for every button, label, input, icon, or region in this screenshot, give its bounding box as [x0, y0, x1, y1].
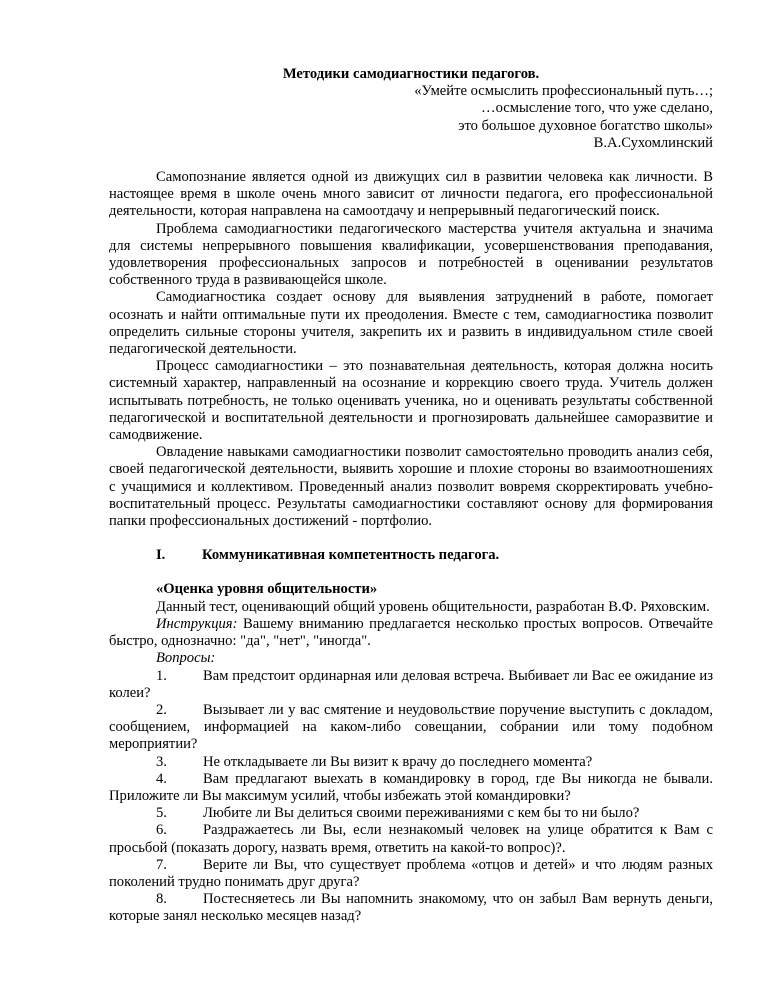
epigraph-author: В.А.Сухомлинский: [593, 134, 713, 151]
page-title: Методики самодиагностики педагогов.: [282, 66, 540, 82]
question-text: Вызывает ли у вас смятение и неудовольствие поручение выступить с докладом, сообщением, информацией на каком-либо совещании, собрании или тому подобном мероприятии?: [109, 701, 713, 753]
instruction-text: Вашему вниманию предлагается несколько простых вопросов. Отвечайте быстро, однозначно: "да", "нет", "иногда".: [109, 615, 713, 650]
question-item: [109, 754, 713, 771]
epigraph-line: «Умейте осмыслить профессиональный путь…;: [414, 83, 713, 100]
epigraph-line: это большое духовное богатство школы»: [458, 117, 713, 134]
epigraph: [109, 83, 713, 152]
body-paragraph: Самопознание является одной из движущих сил в развитии человека как личности. В настоящее время в школе очень много зависит от личности педагога, его профессиональной деятельности, которая направлена на самоотдачу и непрерывный педагогический поиск.: [109, 169, 713, 220]
test-title: «Оценка уровня общительности»: [156, 581, 378, 598]
questions-label: Вопросы:: [156, 650, 216, 667]
question-item: [109, 891, 713, 925]
question-item: [109, 702, 713, 754]
test-intro: Данный тест, оценивающий общий уровень общительности, разработан В.Ф. Ряховским.: [156, 598, 710, 615]
question-item: [109, 668, 713, 702]
question-text: Не откладываете ли Вы визит к врачу до последнего момента?: [203, 753, 593, 770]
question-text: Любите ли Вы делиться своими переживаниями с кем бы то ни было?: [203, 805, 640, 822]
question-number: 2.: [156, 701, 167, 718]
section-title: Коммуникативная компетентность педагога.: [202, 547, 500, 564]
question-item: [109, 771, 713, 805]
document-page: [109, 66, 713, 926]
question-number: 8.: [156, 891, 167, 908]
question-text: Верите ли Вы, что существует проблема «отцов и детей» и что людям разных поколений трудно понимать друг друга?: [109, 856, 713, 890]
question-item: [109, 857, 713, 891]
question-number: 4.: [156, 770, 167, 787]
question-number: 7.: [156, 856, 167, 873]
instruction-paragraph: [109, 616, 713, 650]
question-text: Вам предлагают выехать в командировку в город, где Вы никогда не бывали. Приложите ли Вы максимум усилий, чтобы избежать этой командировки?: [109, 770, 713, 804]
question-text: Постесняетесь ли Вы напомнить знакомому, что он забыл Вам вернуть деньги, которые занял несколько месяцев назад?: [109, 891, 713, 925]
instruction-label: Инструкция:: [156, 615, 238, 632]
section-heading: [109, 547, 713, 564]
question-text: Вам предстоит ординарная или деловая встреча. Выбивает ли Вас ее ожидание из колеи?: [109, 667, 713, 701]
body-paragraph: Овладение навыками самодиагностики позволит самостоятельно проводить анализ себя, своей педагогической деятельности, выявить хорошие и плохие стороны во взаимоотношениях с учащимися и коллективом. Проведенный анализ позволит вовремя скорректировать учебно-воспитательный процесс. Результаты самодиагностики составляют основу для формирования папки профессиональных достижений - портфолио.: [109, 444, 713, 530]
section-number: I.: [156, 547, 166, 564]
question-number: 6.: [156, 822, 167, 839]
body-paragraph: Самодиагностика создает основу для выявления затруднений в работе, помогает осознать и найти оптимальные пути их преодоления. Вместе с тем, самодиагностика позволит определить сильные стороны учителя, закрепить их и развить в индивидуальном стиле своей педагогической деятельности.: [109, 289, 713, 358]
questions-list: [109, 668, 713, 926]
question-number: 3.: [156, 753, 167, 770]
body-paragraph: Процесс самодиагностики – это познавательная деятельность, которая должна носить системный характер, направленный на осознание и коррекцию своего труда. Учитель должен испытывать потребность, не только оценивать ученика, но и оценивать результаты собственной педагогической и воспитательной деятельности и прогнозировать дальнейшее саморазвитие и самодвижение.: [109, 358, 713, 444]
epigraph-line: …осмысление того, что уже сделано,: [481, 100, 713, 117]
question-number: 5.: [156, 805, 167, 822]
body-paragraph: Проблема самодиагностики педагогического мастерства учителя актуальна и значима для системы непрерывного повышения квалификации, усовершенствования преподавания, удовлетворения профессиональных запросов и потребностей в оценивании результатов собственного труда в развивающейся школе.: [109, 220, 713, 289]
question-item: [109, 805, 713, 822]
question-item: [109, 822, 713, 856]
question-text: Раздражаетесь ли Вы, если незнакомый человек на улице обратится к Вам с просьбой (показать дорогу, назвать время, ответить на какой-то вопрос)?.: [109, 822, 713, 856]
question-number: 1.: [156, 667, 167, 684]
